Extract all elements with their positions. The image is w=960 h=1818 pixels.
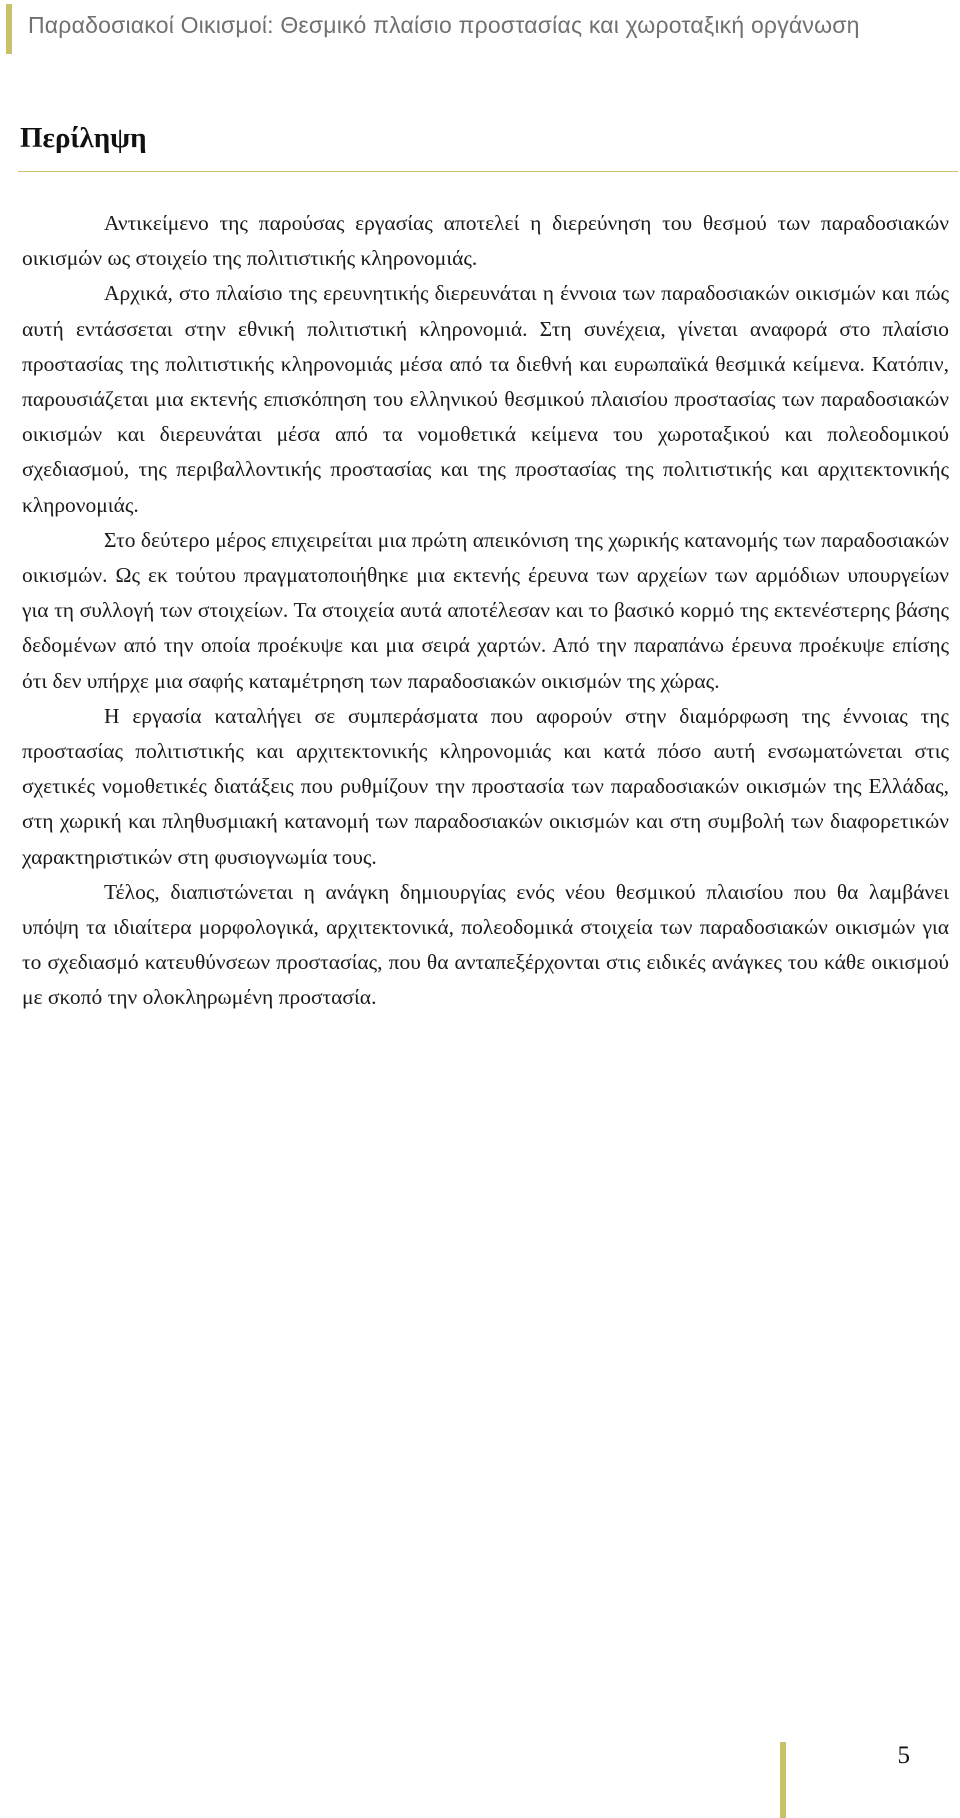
abstract-body — [22, 206, 949, 1016]
running-header — [6, 4, 946, 54]
abstract-paragraph: Η εργασία καταλήγει σε συμπεράσματα που αφορούν στην διαμόρφωση της έννοιας της προστασίας πολιτιστικής και αρχιτεκτονικής κληρονομιάς και κατά πόσο αυτή ενσωματώνεται στις σχετικές νομοθετικές διατάξεις που ρυθμίζουν την προστασία των παραδοσιακών οικισμών της Ελλάδας, στη χωρική και πληθυσμιακή κατανομή των παραδοσιακών οικισμών και στη συμβολή των διαφορετικών χαρακτηριστικών στη φυσιογνωμία τους. — [22, 703, 949, 869]
abstract-paragraph: Στο δεύτερο μέρος επιχειρείται μια πρώτη απεικόνιση της χωρικής κατανομής των παραδοσιακών οικισμών. Ως εκ τούτου πραγματοποιήθηκε μια εκτενής έρευνα των αρχείων των αρμόδιων υπουργείων για τη συλλογή των στοιχείων. Τα στοιχεία αυτά αποτέλεσαν και το βασικό κορμό της εκτενέστερης βάσης δεδομένων από την οποία προέκυψε και μια σειρά χαρτών. Από την παραπάνω έρευνα προέκυψε επίσης ότι δεν υπήρχε μια σαφής καταμέτρηση των παραδοσιακών οικισμών της χώρας. — [22, 527, 949, 693]
heading-divider — [18, 171, 958, 172]
running-header-title: Παραδοσιακοί Οικισμοί: Θεσμικό πλαίσιο προστασίας και χωροταξική οργάνωση — [28, 12, 860, 38]
abstract-paragraph: Αντικείμενο της παρούσας εργασίας αποτελεί η διερεύνηση του θεσμού των παραδοσιακών οικισμών ως στοιχείο της πολιτιστικής κληρονομιάς. — [22, 211, 949, 271]
page-number-frame — [780, 1742, 940, 1818]
abstract-paragraph: Αρχικά, στο πλαίσιο της ερευνητικής διερευνάται η έννοια των παραδοσιακών οικισμών και πώς αυτή εντάσσεται στην εθνική πολιτιστική κληρονομιά. Στη συνέχεια, γίνεται αναφορά στο πλαίσιο προστασίας της πολιτιστικής κληρονομιάς μέσα από τα διεθνή και ευρωπαϊκά θεσμικά κείμενα. Κατόπιν, παρουσιάζεται μια εκτενής επισκόπηση του ελληνικού θεσμικού πλαισίου προστασίας των παραδοσιακών οικισμών και διερευνάται μέσα από τα νομοθετικά κείμενα του χωροταξικού και πολεοδομικού σχεδιασμού, της περιβαλλοντικής προστασίας και της προστασίας της πολιτιστικής και αρχιτεκτονικής κληρονομιάς. — [22, 281, 949, 517]
abstract-paragraph: Τέλος, διαπιστώνεται η ανάγκη δημιουργίας ενός νέου θεσμικού πλαισίου που θα λαμβάνει υπόψη τα ιδιαίτερα μορφολογικά, αρχιτεκτονικά, πολεοδομικά στοιχεία των παραδοσιακών οικισμών για το σχεδιασμό κατευθύνσεων προστασίας, που θα ανταπεξέρχονται στις ειδικές ανάγκες του κάθε οικισμού με σκοπό την ολοκληρωμένη προστασία. — [22, 879, 949, 1010]
section-heading: Περίληψη — [20, 122, 147, 154]
page-number: 5 — [897, 1742, 910, 1769]
